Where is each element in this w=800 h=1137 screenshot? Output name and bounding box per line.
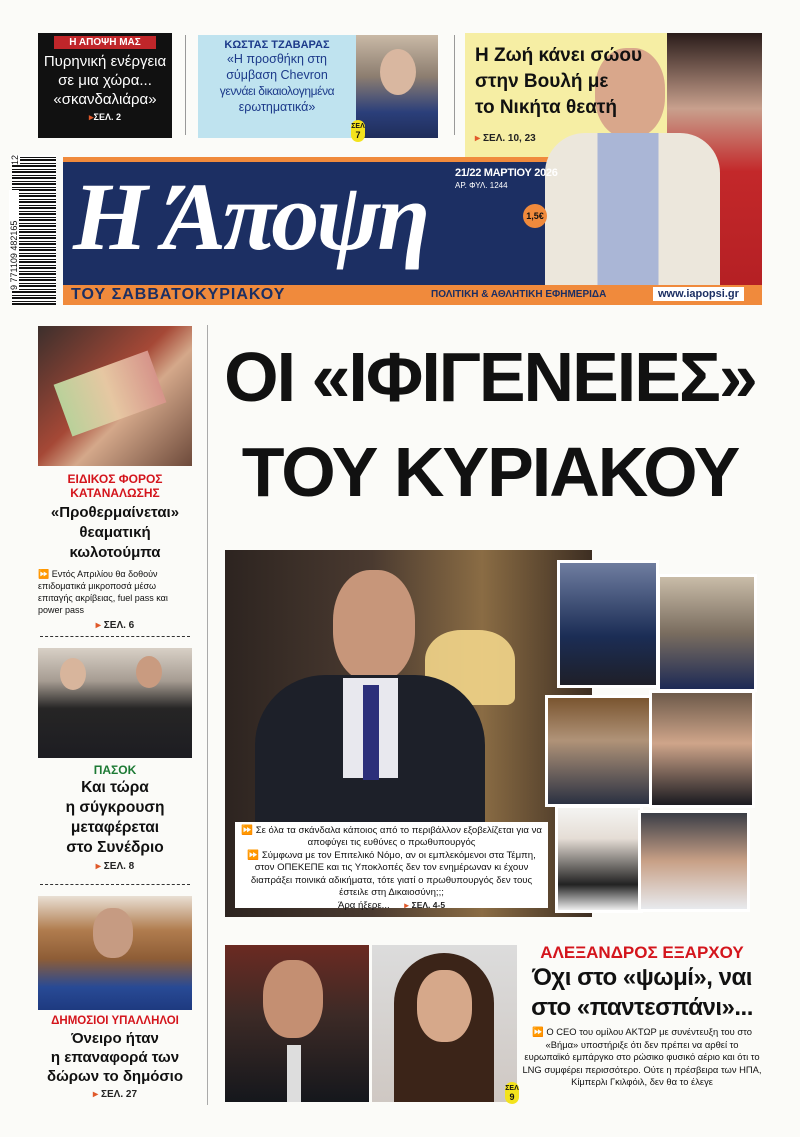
civil-kicker: ΔΗΜΟΣΙΟΙ ΥΠΑΛΛΗΛΟΙ — [51, 1015, 179, 1027]
money-photo — [38, 326, 192, 466]
badge-page: 9 — [509, 1092, 515, 1102]
divider — [40, 884, 190, 885]
opinion-line: Πυρηνική ενέργεια — [43, 53, 167, 70]
photo-collage — [545, 560, 762, 917]
main-headline-line: ΟΙ «ΙΦΙΓΕΝΕΙΕΣ» — [224, 338, 756, 416]
website-link[interactable]: www.iapopsi.gr — [653, 287, 744, 301]
divider — [40, 636, 190, 637]
issue-number: ΑΡ. ΦΥΛ. 1244 — [455, 181, 508, 190]
collage-photo — [555, 805, 643, 913]
opinion-page: ΣΕΛ. 2 — [93, 112, 121, 122]
badge-label: ΣΕΛ — [351, 123, 365, 130]
tax-headline: «Προθερμαίνεται» — [50, 504, 180, 521]
tax-kicker: ΕΙΔΙΚΟΣ ΦΟΡΟΣ — [67, 472, 163, 486]
zoi-page: ΣΕΛ. 10, 23 — [483, 133, 536, 144]
collage-photo — [545, 695, 653, 807]
badge-label: ΣΕΛ — [505, 1085, 519, 1092]
tzavaras-quote: «Η προσθήκη στη — [226, 52, 328, 66]
exarchou-photo — [225, 945, 369, 1102]
exarchou-body: Ο CEO του ομίλου ΑΚΤΩΡ με συνέντευξη του στο «Βήμα» υποστήριξε ότι δεν πρέπει να αρθεί το ευρωπαϊκό εμπάργκο στο ρώσικο φυσικό αέριο και ότι το LNG συμφέρει περισσότερο. Ούτε η πρέσβειρα των ΗΠΑ, Κίμπερλι Γκιλφόιλ, δεν θα το έλεγε — [522, 1026, 762, 1088]
barcode-digits: 9 771109 482165 — [9, 190, 19, 290]
tax-headline: θεαματική — [79, 524, 151, 541]
masthead-bottom-band — [63, 285, 762, 305]
pasok-photo — [38, 648, 192, 758]
tzavaras-quote: σύμβαση Chevron — [226, 68, 328, 82]
tax-body: Εντός Απριλίου θα δοθούν επιδοματικά μικροποσά μέσω επιταγής ακρίβειας, fuel pass και power pass — [38, 569, 168, 615]
page-badge — [351, 120, 365, 142]
opinion-line: «σκανδαλιάρα» — [53, 91, 157, 108]
main-headline-line: ΤΟΥ ΚΥΡΙΑΚΟΥ — [241, 433, 739, 511]
civil-page: ΣΕΛ. 27 — [101, 1089, 138, 1100]
main-headline[interactable] — [215, 330, 765, 520]
zoi-headline: το Νικήτα θεατή — [475, 97, 617, 118]
tzavaras-name: ΚΩΣΤΑΣ ΤΖΑΒΑΡΑΣ — [224, 39, 330, 51]
pasok-headline: μεταφέρεται — [70, 819, 160, 836]
exarchou-kicker: ΑΛΕΞΑΝΔΡΟΣ ΕΞΑΡΧΟΥ — [540, 943, 744, 962]
page-badge — [505, 1082, 519, 1104]
collage-photo — [657, 574, 757, 692]
divider — [185, 35, 186, 135]
collage-photo — [638, 810, 750, 912]
guilfoyle-photo — [372, 945, 517, 1102]
pasok-headline: στο Συνέδριο — [66, 839, 164, 856]
civil-servants-photo — [38, 896, 192, 1010]
civil-story[interactable]: ΔΗΜΟΣΙΟΙ ΥΠΑΛΛΗΛΟΙ Όνειρο ήταν η επαναφορά των δώρων το δημόσιο ▸ ΣΕΛ. 27 — [38, 1014, 192, 1100]
civil-headline: Όνειρο ήταν — [71, 1030, 159, 1047]
caption-paragraph: Άρα ήξερε... — [337, 900, 390, 912]
tzavaras-quote: ερωτηματικά» — [238, 100, 316, 114]
tzavaras-quote: γεννάει δικαιολογημένα — [219, 84, 335, 98]
pasok-kicker: ΠΑΣΟΚ — [93, 763, 137, 777]
column-divider — [207, 325, 208, 1105]
pasok-headline: Και τώρα — [81, 779, 149, 796]
divider — [454, 35, 455, 135]
tax-kicker: ΚΑΤΑΝΑΛΩΣΗΣ — [70, 486, 160, 500]
opinion-teaser[interactable]: Η ΑΠΟΨΗ ΜΑΣ Πυρηνική ενέργεια σε μια χώρα... «σκανδαλιάρα» ▸ΣΕΛ. 2 — [38, 33, 172, 138]
barcode-top: 12 — [10, 154, 21, 166]
civil-headline: δώρων το δημόσιο — [46, 1068, 184, 1085]
collage-photo — [557, 560, 659, 688]
zoi-headline: στην Βουλή με — [475, 71, 609, 92]
zoi-headline: Η Ζωή κάνει σώου — [475, 45, 643, 66]
tax-story[interactable]: ΕΙΔΙΚΟΣ ΦΟΡΟΣ ΚΑΤΑΝΑΛΩΣΗΣ «Προθερμαίνεται» θεαματική κωλοτούμπα ⏩ Εντός Απριλίου θα δοθούν επιδοματικά μικροποσά μέσω επιταγής ακρίβειας, fuel pass και power pass ▸ ΣΕΛ. 6 — [38, 472, 192, 631]
pasok-story[interactable]: ΠΑΣΟΚ Και τώρα η σύγκρουση μεταφέρεται στο Συνέδριο ▸ ΣΕΛ. 8 — [38, 762, 192, 872]
issue-date: 21/22 ΜΑΡΤΙΟΥ 2026 — [455, 167, 558, 179]
price-badge: 1,5€ — [523, 204, 547, 228]
exarchou-headline: στο «παντεσπάνι»... — [531, 994, 753, 1021]
civil-headline: η επαναφορά των — [50, 1049, 180, 1066]
opinion-label: Η ΑΠΟΨΗ ΜΑΣ — [54, 36, 156, 49]
pasok-page: ΣΕΛ. 8 — [103, 861, 135, 872]
exarchou-story[interactable]: ΑΛΕΞΑΝΔΡΟΣ ΕΞΑΡΧΟΥ Όχι στο «ψωμί», ναι στο «παντεσπάνι»... ⏩ Ο CEO του ομίλου ΑΚΤΩΡ με συνέντευξη του στο «Βήμα» υποστήριξε ότι δεν πρέπει να αρθεί το ευρωπαϊκό εμπάργκο στο ρώσικο φυσικό αέριο και ότι το LNG συμφέρει περισσότερο. Ούτε η πρέσβειρα των ΗΠΑ, Κίμπερλι Γκιλφόιλ, δεν θα το έλεγε — [522, 943, 762, 1088]
badge-page: 7 — [355, 130, 361, 140]
masthead — [63, 157, 563, 285]
main-caption: ⏩ Σε όλα τα σκάνδαλα κάποιος από το περιβάλλον εξοβελίζεται για να αποφύγει τις ευθύνες ο πρωθυπουργός ⏩ Σύμφωνα με τον Επιτελικό Νόμο, αν οι εμπλεκόμενοι στα Τέμπη, στον ΟΠΕΚΕΠΕ και τις Υποκλοπές δεν τον ενημέρωναν κι έχουν διαπράξει ποινικά αδικήματα, τότε γιατί ο πρωθυπουργός δεν τους έστειλε στη Δικαιοσύνη;;; Άρα ήξερε... ▸ ΣΕΛ. 4-5 — [235, 822, 548, 908]
masthead-title[interactable]: Η Άποψη — [73, 163, 427, 270]
masthead-subtitle: ΤΟΥ ΣΑΒΒΑΤΟΚΥΡΙΑΚΟΥ — [71, 286, 286, 303]
caption-page: ΣΕΛ. 4-5 — [411, 900, 446, 911]
tax-page: ΣΕΛ. 6 — [103, 620, 135, 631]
masthead-tagline: ΠΟΛΙΤΙΚΗ & ΑΘΛΗΤΙΚΗ ΕΦΗΜΕΡΙΔΑ — [431, 289, 607, 300]
caption-paragraph: Σύμφωνα με τον Επιτελικό Νόμο, αν οι εμπλεκόμενοι στα Τέμπη, στον ΟΠΕΚΕΠΕ και τις Υποκλοπές δεν τον ενημέρωναν κι έχουν διαπράξει ποινικά αδικήματα, τότε γιατί ο πρωθυπουργός δεν τους έστειλε στη Δικαιοσύνη;;; — [250, 849, 536, 899]
caption-paragraph: Σε όλα τα σκάνδαλα κάποιος από το περιβάλλον εξοβελίζεται για να αποφύγει τις ευθύνες ο πρωθυπουργός — [255, 825, 542, 849]
exarchou-headline: Όχι στο «ψωμί», ναι — [532, 964, 752, 991]
collage-photo — [649, 690, 755, 808]
pasok-headline: η σύγκρουση — [65, 799, 165, 816]
zoi-teaser[interactable]: Η Ζωή κάνει σώου στην Βουλή με το Νικήτα θεατή ▸ ΣΕΛ. 10, 23 — [465, 33, 762, 158]
tzavaras-teaser[interactable] — [198, 35, 356, 138]
opinion-line: σε μια χώρα... — [58, 72, 152, 89]
tzavaras-photo — [356, 35, 438, 138]
tax-headline: κωλοτούμπα — [69, 544, 161, 561]
barcode — [9, 154, 56, 305]
